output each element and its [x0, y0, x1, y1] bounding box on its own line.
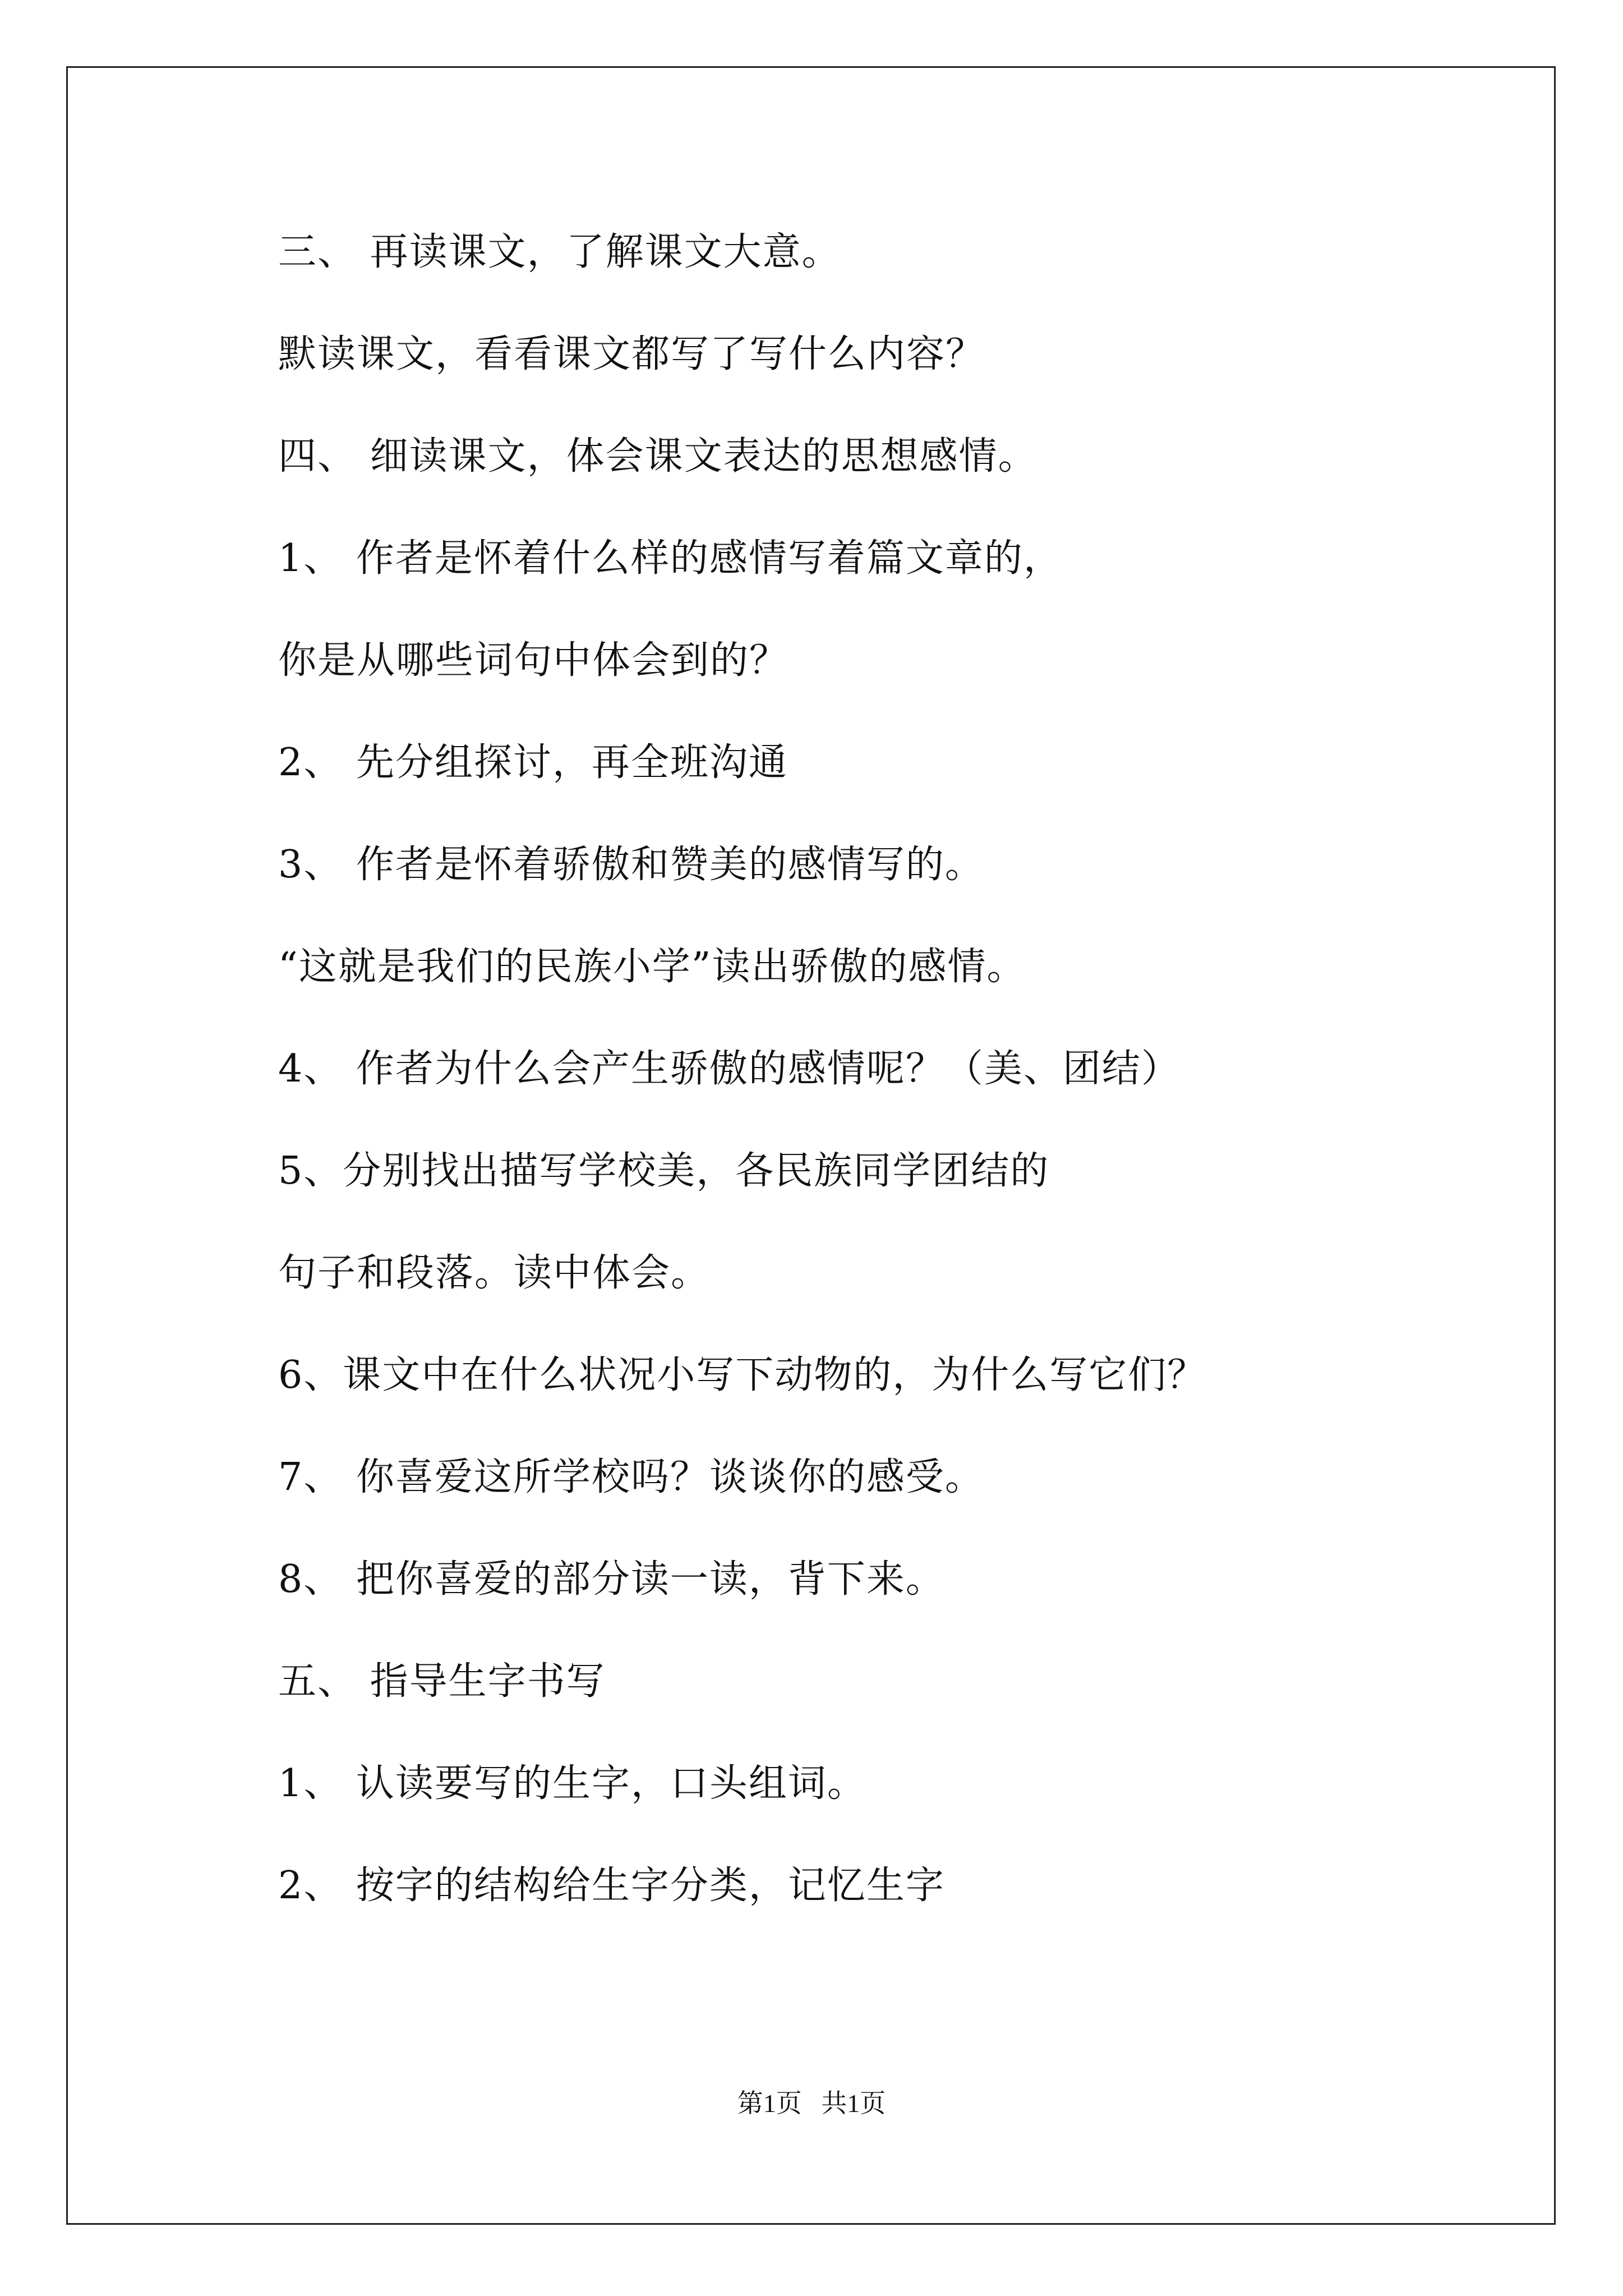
text-line: 四、 细读课文，体会课文表达的思想感情。	[278, 434, 1038, 478]
text-line: 3、 作者是怀着骄傲和赞美的感情写的。	[278, 843, 984, 887]
text-line: 6、课文中在什么状况小写下动物的，为什么写它们？	[278, 1353, 1207, 1397]
text-line: 2、 先分组探讨，再全班沟通	[278, 740, 788, 785]
text-line: 默读课文，看看课文都写了写什么内容？	[278, 332, 985, 376]
text-line: “这就是我们的民族小学”读出骄傲的感情。	[278, 945, 1026, 989]
page-footer: 第1页 共1页	[737, 2089, 886, 2118]
text-line: 句子和段落。读中体会。	[278, 1251, 711, 1295]
text-line: 1、 作者是怀着什么样的感情写着篇文章的，	[278, 536, 1063, 581]
text-line: 五、 指导生字书写	[278, 1659, 606, 1704]
text-line: 4、 作者为什么会产生骄傲的感情呢？（美、团结）	[278, 1047, 1181, 1091]
text-line: 8、 把你喜爱的部分读一读，背下来。	[278, 1557, 945, 1602]
text-line: 你是从哪些词句中体会到的？	[278, 638, 789, 683]
text-line: 1、 认读要写的生字，口头组词。	[278, 1761, 866, 1806]
text-line: 2、 按字的结构给生字分类，记忆生字	[278, 1864, 945, 1908]
text-line: 三、 再读课文，了解课文大意。	[278, 230, 841, 274]
document-body	[278, 219, 1456, 1954]
text-line: 5、分别找出描写学校美，各民族同学团结的	[278, 1149, 1050, 1193]
text-line: 7、 你喜爱这所学校吗？谈谈你的感受。	[278, 1455, 984, 1499]
